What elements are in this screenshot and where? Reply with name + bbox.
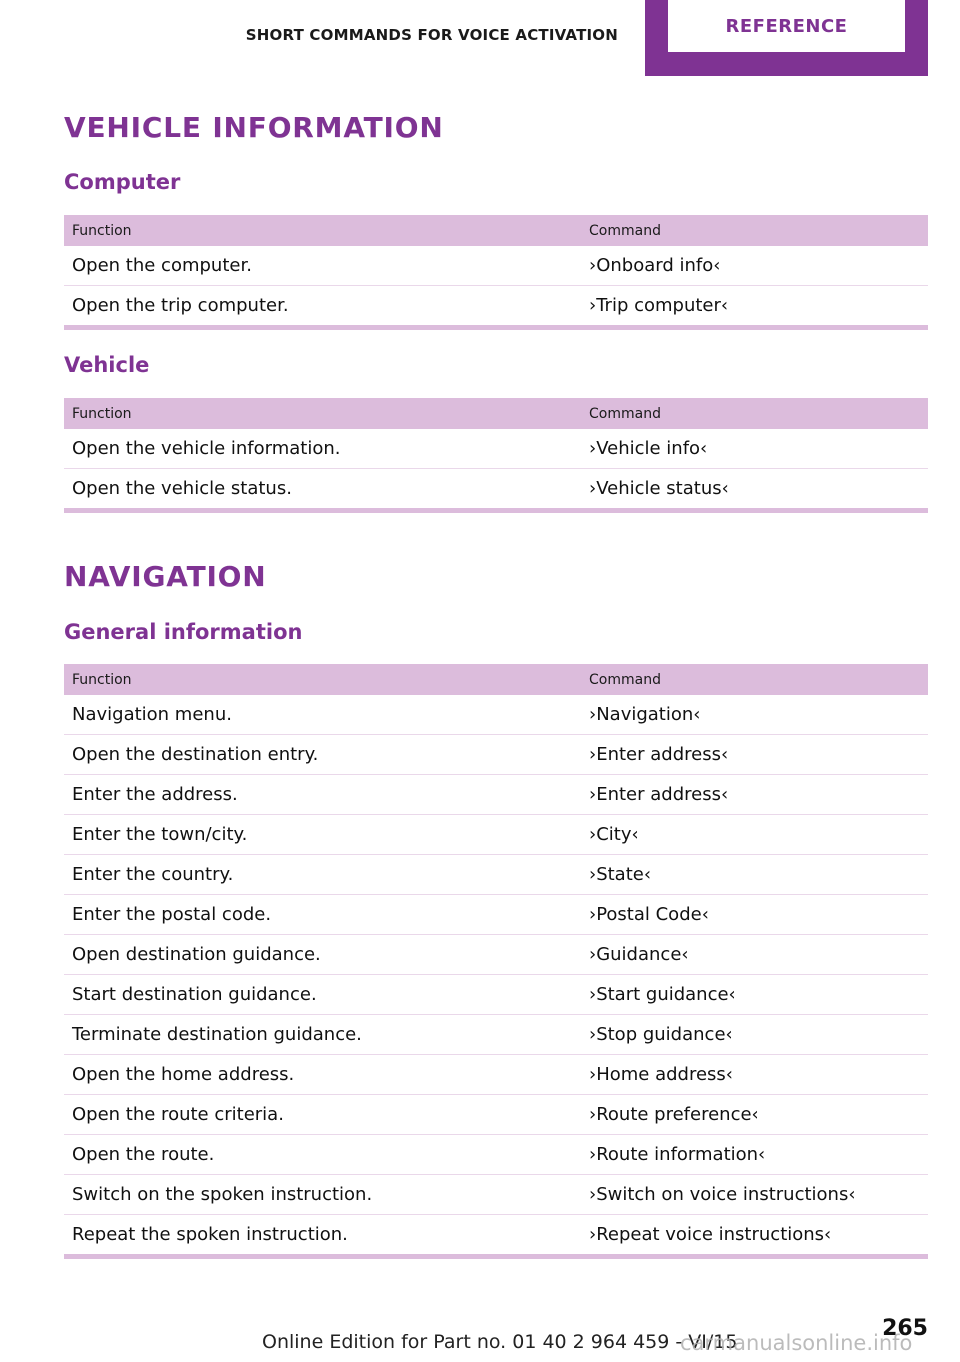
command-cell: ›Home address‹ — [581, 1055, 928, 1095]
function-cell: Open the vehicle information. — [64, 429, 581, 469]
function-cell: Open the trip computer. — [72, 295, 289, 316]
command-cell: ›Onboard info‹ — [581, 246, 928, 286]
table-header-row — [64, 398, 928, 429]
column-header-command: Command — [581, 215, 928, 246]
command-cell: ›Route information‹ — [581, 1135, 928, 1175]
table-row — [64, 775, 928, 815]
function-cell: Open the route criteria. — [64, 1095, 581, 1135]
function-cell: Enter the town/city. — [64, 815, 581, 855]
function-cell: Enter the address. — [64, 775, 581, 815]
subheading-computer: Computer — [64, 170, 181, 194]
table-row — [64, 855, 928, 895]
table-row — [64, 286, 928, 328]
watermark: carmanualsonline.info — [680, 1331, 913, 1355]
function-cell: Enter the postal code. — [64, 895, 581, 935]
page-number: 265 — [882, 1316, 928, 1341]
subheading-vehicle: Vehicle — [64, 353, 150, 377]
table-row — [64, 695, 928, 735]
function-cell: Open the home address. — [64, 1055, 581, 1095]
function-cell: Repeat the spoken instruction. — [72, 1224, 348, 1245]
column-header-command: Command — [581, 664, 928, 695]
command-cell: ›State‹ — [581, 855, 928, 895]
function-cell: Open the computer. — [64, 246, 581, 286]
command-cell: ›Enter address‹ — [581, 775, 928, 815]
column-header-function: Function — [64, 664, 581, 695]
command-cell: ›Route preference‹ — [581, 1095, 928, 1135]
table-row — [64, 895, 928, 935]
function-cell: Open the destination entry. — [64, 735, 581, 775]
command-cell: ›Navigation‹ — [581, 695, 928, 735]
table-row — [64, 1015, 928, 1055]
table-header-row — [64, 215, 928, 246]
table-row — [64, 469, 928, 511]
table-row — [64, 429, 928, 469]
command-cell: ›Postal Code‹ — [581, 895, 928, 935]
function-cell: Navigation menu. — [64, 695, 581, 735]
edition-footer: Online Edition for Part no. 01 40 2 964 459 - VI/15 — [262, 1331, 738, 1353]
command-cell: ›Switch on voice instructions‹ — [581, 1175, 928, 1215]
column-header-command: Command — [581, 398, 928, 429]
subheading-general-information: General information — [64, 620, 303, 644]
heading-vehicle-information: VEHICLE INFORMATION — [64, 111, 444, 144]
function-cell: Open the vehicle status. — [72, 478, 292, 499]
command-cell: ›Stop guidance‹ — [581, 1015, 928, 1055]
command-cell: ›City‹ — [581, 815, 928, 855]
table-row — [64, 975, 928, 1015]
command-cell: ›Trip computer‹ — [589, 295, 729, 316]
function-cell: Switch on the spoken instruction. — [64, 1175, 581, 1215]
command-cell: ›Enter address‹ — [581, 735, 928, 775]
table-header-row — [64, 664, 928, 695]
function-cell: Open the route. — [64, 1135, 581, 1175]
command-cell: ›Vehicle info‹ — [581, 429, 928, 469]
computer-commands-table — [64, 215, 928, 330]
reference-tab-label: REFERENCE — [668, 0, 905, 52]
reference-tab[interactable] — [645, 0, 928, 76]
table-row — [64, 935, 928, 975]
column-header-function: Function — [64, 215, 581, 246]
vehicle-commands-table — [64, 398, 928, 513]
table-row — [64, 1095, 928, 1135]
table-row — [64, 1135, 928, 1175]
command-cell: ›Start guidance‹ — [581, 975, 928, 1015]
table-row — [64, 1215, 928, 1257]
function-cell: Open destination guidance. — [64, 935, 581, 975]
command-cell: ›Repeat voice instructions‹ — [589, 1224, 832, 1245]
table-row — [64, 735, 928, 775]
table-row — [64, 1055, 928, 1095]
navigation-commands-table — [64, 664, 928, 1259]
command-cell: ›Vehicle status‹ — [589, 478, 729, 499]
function-cell: Enter the country. — [64, 855, 581, 895]
function-cell: Start destination guidance. — [64, 975, 581, 1015]
running-header-title: SHORT COMMANDS FOR VOICE ACTIVATION — [245, 26, 618, 44]
column-header-function: Function — [64, 398, 581, 429]
command-cell: ›Guidance‹ — [581, 935, 928, 975]
function-cell: Terminate destination guidance. — [64, 1015, 581, 1055]
table-row — [64, 815, 928, 855]
heading-navigation: NAVIGATION — [64, 560, 267, 593]
table-row — [64, 246, 928, 286]
table-row — [64, 1175, 928, 1215]
